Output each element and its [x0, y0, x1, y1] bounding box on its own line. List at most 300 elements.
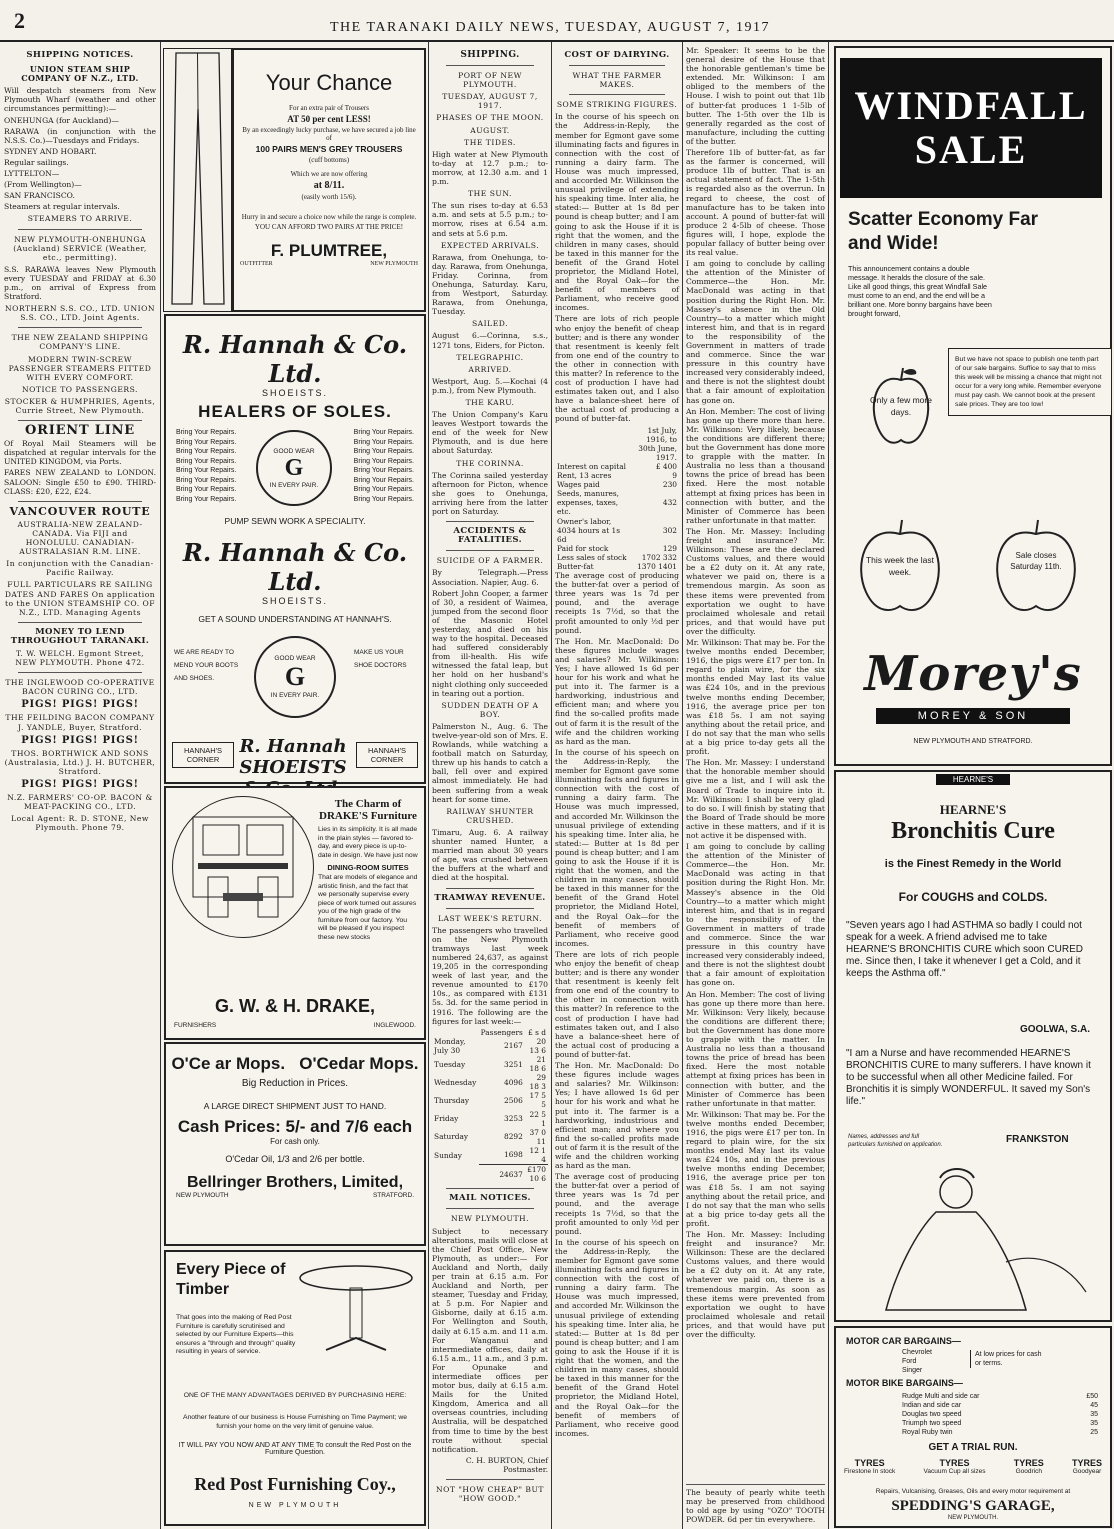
title1: HEARNE'S: [939, 802, 1007, 817]
divider: [18, 622, 142, 623]
divider: [446, 521, 534, 522]
table-cell: 24637: [479, 1165, 525, 1184]
paragraph: In the course of his speech on the Address-in-Reply, the member for Egmont gave some illuminating facts and figures in connection with the cost of running a dairy farm. The House was much impressed, and accorded Mr. Wilkinson the unusual privilege of extending his speaking time. Inter alia, he stated:— Butter at 1s 8d per pound is cheap butter; and I am going to ask the House if it is right that the women, and the children in many cases, should be taxed in this manner for the benefit of the Grand Hotel proprietor, the Midland Hotel, and the Royal Oak—for the benefit of members of Parliament, who receive good incomes.: [555, 1237, 679, 1438]
paragraph: The Hon. Mr. Massey: I understand that the honorable member should give me a list, and I will ask the Board of Trade to inquire into it. Mr. Wilkinson: I shall be very glad to do so. I will finish by stating that the Board of Trade should be more active in these matters, and if it is not active it be dispensed with.: [686, 758, 825, 840]
bottom-brand: R. Hannah SHOEISTS: [239, 736, 347, 778]
corner-label: HANNAH'S CORNER: [356, 742, 418, 768]
np-label: NEW PLYMOUTH.: [947, 1515, 999, 1521]
corner-label: HANNAH'S CORNER: [172, 742, 234, 768]
column-rule: [551, 42, 552, 1529]
footer-left: FURNISHERS: [174, 1022, 217, 1029]
tyres-brand: Firestone In stock: [844, 1468, 896, 1475]
paragraph: The sun rises to-day at 6.53 a.m. and sets at 5.5 p.m.; to-morrow, rises at 6.54 a.m. and sets at 5.6 p.m.: [432, 201, 548, 238]
repairs-line: Bring Your Repairs.: [176, 429, 237, 436]
paragraph: An Hon. Member: The cost of living has gone up there more than here. Mr. Wilkinson: Very likely, because the conditions are different there; but the Government has done more to grapple with the matter. In Australia no less than a thousand towns the price of bread has been fixed. Here the most notable attempt at fixing prices has been in connection with butter, and the Minister of Commerce has been rather unfortunate in that matter.: [686, 406, 825, 525]
adv-text: Another feature of our business is House Furnishing on Time Payment; we furnish your home on the very limit of genuine value.: [182, 1414, 408, 1430]
repairs-line: Bring Your Repairs.: [353, 467, 414, 474]
paragraph: The passengers who travelled on the New Plymouth tramways last week numbered 24,637, as against 19,205 in the corresponding week of last year, and the revenue amounted to £170 10s., as compared with £131 5s. 3d. for the same period in 1916. The following are the figures for last week:—: [432, 925, 548, 1026]
table-row: [555, 562, 679, 571]
table-cell: Paid for stock: [557, 543, 609, 553]
car-item: Ford: [902, 1358, 917, 1365]
paragraph: The average cost of producing the butter-fat over a period of three years was 1s 7d per pound, and the average receipts 1s 7½d, so that the profit amounted to only ½d per pound.: [555, 571, 679, 635]
bike-name: Royal Ruby twin: [902, 1429, 953, 1436]
column-rule: [828, 42, 829, 1529]
car-note: At low prices for cash or terms.: [970, 1350, 1045, 1368]
table-cell: 8292: [504, 1132, 523, 1142]
nz-shipping: THE NEW ZEALAND SHIPPING COMPANY'S LINE.: [11, 333, 149, 352]
table-row: [555, 517, 679, 544]
good-wear-badge: [256, 430, 332, 506]
subheading: AUGUST.: [470, 125, 510, 135]
g-icon: G: [284, 662, 306, 691]
money: MONEY TO LEND THROUGHOUT TARANAKI.: [10, 626, 150, 646]
table-header-cell: [432, 1028, 479, 1037]
table-cell: 1370 1401: [637, 561, 677, 571]
table-header-cell: £ s d: [528, 1027, 546, 1037]
repairs-line: Bring Your Repairs.: [353, 476, 414, 484]
line: ONEHUNGA (for Auckland)—: [4, 115, 119, 125]
orient-line: ORIENT LINE: [24, 423, 135, 439]
paragraph: Palmerston N., Aug. 6. The twelve-year-old son of Mrs. E. Rowlands, while watching a football match on Saturday, threw up his hands to catch a ball, fell over and expired almost immediately. He had been suffering from a weak heart for some time.: [432, 721, 548, 804]
repairs-line: Bring Your Repairs.: [353, 457, 414, 465]
tyres-label: TYRES: [939, 1458, 970, 1468]
signature: C. H. BURTON, Chief Postmaster.: [465, 1455, 548, 1474]
table-cell: 230: [662, 480, 677, 490]
line: Steamers at regular intervals.: [4, 202, 120, 212]
divider: [446, 1188, 534, 1189]
windfall-sale-ad: [834, 46, 1112, 766]
paragraph: The Corinna sailed yesterday afternoon for Picton, whence she goes to Onehunga, arriving here from the latter port on Saturday.: [432, 470, 548, 517]
bike-row: [902, 1428, 1098, 1437]
repairs-line: Bring Your Repairs.: [353, 438, 414, 446]
table-row: [555, 480, 679, 489]
table-row: [432, 1146, 548, 1165]
shipping-notices-column: [4, 46, 156, 1526]
paragraph: There are lots of rich people who enjoy the benefit of cheap butter; and is there any wonder that resentment is keenly felt from one end of the country to the other in connection with this matter? In reference to the cost of production I have had estimates taken out, and I also have a balance-sheet here of the actual cost of producing a pound of butter-fat.: [555, 949, 679, 1059]
repairs-line: Bring Your Repairs.: [353, 429, 414, 436]
news-column-speech: [686, 46, 825, 1526]
table-row: [432, 1128, 548, 1146]
subheading: TUESDAY, AUGUST 7, 1917.: [442, 92, 538, 111]
ad-name: Bellringer Brothers, Limited,: [186, 1174, 404, 1191]
table-cell: 2506: [504, 1095, 523, 1105]
ad-line: YOU CAN AFFORD TWO PAIRS AT THE PRICE!: [254, 223, 404, 231]
divider: [446, 550, 534, 551]
repairs-line: Bring Your Repairs.: [176, 495, 237, 503]
table-cell: Interest on capital: [557, 461, 626, 471]
ad-line: Hurry in and secure a choice now while the range is complete.: [241, 213, 417, 221]
paragraph: There are lots of rich people who enjoy the benefit of cheap butter; and is there any wonder that resentment is keenly felt from one end of the country to the other in connection with this matter? In reference to the cost of production I have had estimates taken out, and I also have a balance-sheet here of the actual cost of producing a pound of butter-fat.: [555, 314, 679, 424]
table-cell: £ 400: [655, 461, 677, 471]
news-column-shipping: [432, 46, 548, 1526]
particulars: FULL PARTICULARS RE SAILING DATES AND FARES On application to the UNION STEAMSHIP CO. OF N.Z., LTD. Managing Agents: [4, 580, 156, 617]
bike-row: [902, 1401, 1098, 1410]
bike-row: [902, 1410, 1098, 1419]
table-cell: Monday, July 30: [434, 1036, 466, 1055]
bike-price: 35: [1090, 1411, 1098, 1418]
trousers-icon: [164, 49, 231, 311]
footer-left: OUTFITTER: [240, 261, 273, 267]
table-row: [432, 1091, 548, 1109]
ozo-notice: The beauty of pearly white teeth may be preserved from childhood to old age by using "OZO" TOOTH POWDER. 6d per tin everywhere.: [686, 1484, 825, 1524]
table-cell: 2167: [504, 1041, 523, 1051]
ad-text: Lies in its simplicity. It is all made in the plain styles — favored to-day, and every piece is up-to-date in design. We have just now: [318, 826, 418, 859]
paragraph: High water at New Plymouth to-day at 12.7 p.m.; to-morrow, at 12.30 a.m. and 1 p.m.: [432, 149, 548, 187]
brand-sub: SHOEISTS.: [261, 596, 328, 606]
table-cell: 129: [662, 543, 677, 553]
repairs-line: Bring Your Repairs.: [353, 495, 414, 503]
cash-prices: Cash Prices: 5/- and 7/6 each: [177, 1117, 413, 1136]
badge-text: IN EVERY PAIR.: [269, 481, 319, 489]
hearnes-bronchitis-ad: [834, 770, 1112, 1322]
subheading: PORT OF NEW PLYMOUTH.: [458, 71, 522, 90]
table-cell: 21 18 6: [529, 1055, 546, 1074]
ad-line: AT 50 per cent LESS!: [287, 114, 371, 124]
paragraph: An Hon. Member: The cost of living has gone up there more than here. Mr. Wilkinson: Very likely, because the conditions are different there; but the Government has done more to grapple with the matter. In Australia no less than a thousand towns the price of bread has been fixed. Here the most notable attempt at fixing prices has been in connection with butter, and the Minister of Commerce has been rather unfortunate in that matter.: [686, 989, 825, 1108]
table-total-row: [432, 1165, 548, 1184]
good-wear-badge: [254, 636, 336, 718]
adv-heading: ONE OF THE MANY ADVANTAGES DERIVED BY PURCHASING HERE:: [183, 1392, 407, 1399]
pigs: PIGS! PIGS! PIGS!: [21, 779, 139, 790]
agents: NORTHERN S.S. CO., LTD. UNION S.S. CO., LTD. Joint Agents.: [5, 304, 155, 323]
table-row: [432, 1055, 548, 1073]
heading: ACCIDENTS & FATALITIES.: [453, 526, 527, 546]
repairs-line: Bring Your Repairs.: [176, 457, 237, 465]
table-cell: 3253: [504, 1114, 523, 1124]
red-post-furnishing-ad: [164, 1250, 426, 1526]
apple-this-week: [850, 518, 950, 618]
subheading: NOT "HOW CHEAP" BUT "HOW GOOD.": [436, 1485, 544, 1504]
ad-text: That goes into the making of Red Post Furniture is carefully scrutinised and selected by our Furniture Experts—this ensures a "through and through" quality resulting in years of service.: [176, 1314, 296, 1355]
your-chance-ad: [232, 48, 426, 312]
hannah-shoeists-ad: [164, 314, 426, 784]
line: Regular sailings.: [4, 157, 69, 167]
bike-name: Indian and side car: [902, 1402, 962, 1409]
paragraph: Mr. Speaker: It seems to be the general desire of the House that the honorable gentleman's time be extended. Mr. Wilkinson: I am obliged to the members of the House. I wish to point out that 1lb of butter-fat produces 1 1-5lb of butter. The 1-5th over the 1lb is generally regarded as the cost of manufacture, including the cutting of the butter.: [686, 46, 825, 146]
make-us-text: MAKE US YOUR SHOE DOCTORS: [354, 649, 407, 669]
paragraph: Mr. Wilkinson: That may be. For the twelve months ended December, 1916, the pigs were £17 per ton. In regard to plain wire, for the six months ended May last its value was £24 10s, and in the previous twelve months ending December, 1916, the average price per ton was £18 5s. I am not saying anything about the retail price, and I do not say that the man who sells at a big price to-day gets all the profit.: [686, 1109, 825, 1228]
company-name: UNION STEAM SHIP COMPANY OF N.Z., LTD.: [21, 64, 139, 84]
table-header-row: [432, 1028, 548, 1037]
paragraph: The average cost of producing the butter-fat over a period of three years was 1s 7d per pound, and the average receipts 1s 7½d, so that the profit amounted to only ½d per pound.: [555, 1172, 679, 1236]
table-row: [555, 462, 679, 471]
tyres-brand: Vacuum Cup all sizes: [923, 1468, 986, 1475]
subheading: LAST WEEK'S RETURN.: [438, 913, 542, 923]
subheading: SOME STRIKING FIGURES.: [556, 100, 678, 110]
car-item: Singer: [902, 1367, 923, 1374]
onehunga-heading: NEW PLYMOUTH-ONEHUNGA (Auckland) SERVICE (Weather, etc., permitting).: [13, 234, 147, 262]
g-icon: G: [284, 454, 304, 481]
table-cell: £170 10 6: [525, 1165, 548, 1184]
author2: FRANKSTON: [1006, 1134, 1069, 1145]
divider: [18, 327, 142, 328]
table-cell: 12 1 4: [529, 1145, 546, 1165]
subheading: THE KARU.: [465, 398, 515, 407]
np-label: NEW PLYMOUTH: [248, 1502, 342, 1509]
paragraph: In the course of his speech on the Address-in-Reply, the member for Egmont gave some illuminating facts and figures in connection with the cost of running a dairy farm. The House was much impressed, and accorded Mr. Wilkinson the unusual privilege of extending his speaking time. Inter alia, he stated:— Butter at 1s 8d per pound is cheap butter; and I am going to ask the House if it is right that the women, and the children in many cases, should be taxed in this manner for the benefit of the Grand Hotel proprietor, the Midland Hotel, and the Royal Oak—for the benefit of members of Parliament, who receive good incomes.: [555, 747, 679, 948]
table-row: [555, 471, 679, 480]
subheading: TELEGRAPHIC.: [456, 352, 524, 362]
table-cell: 3251: [504, 1059, 523, 1069]
page-header: [0, 0, 1114, 42]
paragraph: By Telegraph.—Press Association. Napier, Aug. 6.: [432, 568, 548, 587]
pacific: In conjunction with the Canadian-Pacific Railway.: [6, 559, 154, 578]
divider: [18, 420, 142, 421]
subheading: THE TIDES.: [464, 137, 516, 147]
inglewood: THE INGLEWOOD CO-OPERATIVE BACON CURING CO., LTD.: [5, 678, 155, 697]
rarawa-text: S.S. RARAWA leaves New Plymouth every TUESDAY and FRIDAY at 6.30 p.m., on arrival of Express from Stratford.: [4, 264, 156, 302]
paragraph: In the course of his speech on the Address-in-Reply, the member for Egmont gave some illuminating facts and figures in connection with the cost of running a dairy farm. The House was much impressed, and accorded Mr. Wilkinson the unusual privilege of extending his speaking time. Inter alia, he stated:— Butter at 1s 8d per pound is cheap butter; and I am going to ask the House if it is right that the women, and the children in many cases, should be taxed in this manner for the benefit of the Grand Hotel proprietor, the Midland Hotel, and the Royal Oak—for the benefit of members of Parliament, who receive good incomes.: [555, 112, 679, 313]
line: SAN FRANCISCO.: [4, 191, 75, 201]
table-cell: 1698: [504, 1150, 523, 1160]
column-rule: [682, 42, 683, 1529]
repairs-line: Bring Your Repairs.: [353, 448, 414, 455]
welch: T. W. WELCH. Egmont Street, NEW PLYMOUTH. Phone 472.: [15, 648, 145, 668]
apple-only: [866, 366, 936, 450]
table-cell: Butter-fat: [557, 561, 594, 571]
table-cell: Friday: [434, 1114, 459, 1124]
paragraph: August 6.—Corinna, s.s., 1271 tons, Eiders, for Picton.: [432, 331, 548, 350]
table-cell: Seeds, manures, expenses, taxes, etc.: [557, 489, 620, 517]
divider: [446, 65, 534, 66]
divider: [446, 888, 534, 889]
closes-text: Sale closes Saturday 11th.: [1010, 551, 1062, 571]
pay-text: IT WILL PAY YOU NOW AND AT ANY TIME To consult the Red Post on the Furniture Question.: [178, 1442, 412, 1456]
table-row: [555, 544, 679, 553]
badge-text: IN EVERY PAIR.: [270, 692, 320, 699]
pigs: PIGS! PIGS! PIGS!: [21, 699, 139, 711]
ad-title-text: O'Cedar Mops.: [299, 1054, 419, 1073]
divider: [18, 672, 142, 673]
table-cell: Thursday: [434, 1095, 470, 1105]
repairs-line: Bring Your Repairs.: [176, 467, 237, 474]
table-header-cell: Passengers: [480, 1027, 523, 1037]
ready-text: WE ARE READY TO MEND YOUR BOOTS AND SHOES.: [174, 649, 239, 682]
table-cell: Sunday: [434, 1150, 462, 1160]
furniture-icon: [173, 797, 313, 937]
paragraph: The Hon. Mr. Massey: Including freight and insurance? Mr. Wilkinson: These are the declared Customs values, and there would be a £2 duty on it. At any rate, whatever we paid on, there is a tremendous margin. As soon as these items were prevented from exportation we ought to have proclaimed wholesale and retail prices, and that would have put over the difficulty.: [686, 526, 825, 636]
heading: MAIL NOTICES.: [449, 1193, 531, 1204]
heading: COST OF DAIRYING.: [564, 50, 670, 60]
ad-line: Which we are now offering: [290, 170, 368, 178]
table-cell: 37 0 11: [529, 1127, 546, 1146]
bike-name: Rudge Multi and side car: [902, 1393, 980, 1400]
table-cell: Tuesday: [434, 1059, 466, 1069]
nurse-icon: [856, 1152, 1096, 1312]
ad-line: (easily worth 15/6).: [301, 193, 357, 201]
repairs-line: Bring Your Repairs.: [176, 476, 237, 484]
paragraph: Rarawa, from Onehunga, to-day. Rarawa, from Onehunga, Friday. Corinna, from Onehunga, Saturday. Karu, from Westport, Saturday. Rarawa, from Onehunga, Tuesday.: [432, 252, 548, 317]
footer-right: STRATFORD.: [372, 1192, 414, 1199]
table-cell: Wednesday: [434, 1077, 477, 1087]
table-cell: 4096: [504, 1077, 523, 1087]
ad-line: By an exceedingly lucky purchase, we have secured a job line of: [242, 126, 416, 142]
paragraph: Robert John Cooper, a farmer of 30, a resident of Waimea, jumped from the second floor of the Masonic Hotel yesterday, and died on his way to the hospital. Deceased had suffered considerably from ill-health. His wife witnessed the fatal leap, but her hold on her husband's night clothing only succeeded in tearing out a portion.: [432, 588, 548, 698]
dining-room-illustration: [172, 796, 314, 938]
dairy-balance-table: [555, 426, 679, 572]
subheading: THE SUN.: [468, 189, 512, 199]
dining-suites: DINING-ROOM SUITES: [327, 863, 409, 872]
subheading: SAILED.: [471, 319, 508, 329]
footer-right: INGLEWOOD.: [373, 1022, 416, 1029]
ad-line: at 8/11.: [313, 180, 345, 191]
bike-heading: MOTOR BIKE BARGAINS—: [846, 1378, 963, 1388]
divider: [18, 501, 142, 502]
bike-price: 35: [1090, 1420, 1098, 1427]
garage-name: SPEDDING'S GARAGE,: [891, 1498, 1055, 1514]
author1: GOOLWA, S.A.: [1019, 1024, 1090, 1035]
subheading: ARRIVED.: [468, 364, 512, 374]
table-illustration: [296, 1258, 416, 1358]
bike-row: [902, 1392, 1098, 1401]
bike-price: 25: [1090, 1429, 1098, 1436]
column-rule: [428, 42, 429, 1529]
heading: SHIPPING.: [460, 50, 520, 60]
line: STEAMERS TO ARRIVE.: [27, 214, 133, 224]
divider: [446, 1479, 534, 1480]
bike-price: 45: [1090, 1402, 1098, 1409]
names-note: Names, addresses and full particulars furnished on application.: [848, 1134, 943, 1148]
trial-run: GET A TRIAL RUN.: [928, 1442, 1018, 1453]
divider: [18, 229, 142, 230]
line: (From Wellington)—: [4, 180, 82, 190]
table-cell: Rent, 13 acres: [557, 471, 612, 481]
quote1: "Seven years ago I had ASTHMA so badly I could not speak for a week. A friend advised me to take HEARNE'S BRONCHITIS CURE which soon CURED me. Since then, I take it whenever I get a Cold, and it keeps the Asthma off.": [846, 920, 1083, 979]
repairs-line: Bring Your Repairs.: [353, 486, 414, 493]
bike-row: [902, 1419, 1098, 1428]
footer-right: NEW PLYMOUTH: [370, 261, 418, 267]
divider: [446, 908, 534, 909]
stone: Local Agent: R. D. STONE, New Plymouth. Phone 79.: [11, 814, 149, 833]
table-cell: Wages paid: [557, 480, 600, 490]
table-cell: 20 13 6: [529, 1036, 546, 1055]
subheading: NEW PLYMOUTH.: [450, 1214, 530, 1224]
paragraph: I am going to conclude by calling the attention of the Minister of Commerce—the Hon. Mr. MacDonald was acting in that position during the Right Hon. Mr. Massey's absence in the Old Country—to a matter which might interest him, and that is in regard to the responsibility of the Government in matters of trade and commerce. Since the war pressure in this country have increased very considerably indeed, and there is not the slightest doubt that a fair amount of exploitation has gone on.: [686, 842, 825, 988]
table-cell: 17 5 5: [529, 1091, 546, 1110]
trousers-illustration: [163, 48, 232, 312]
footer: NEW PLYMOUTH AND STRATFORD.: [913, 738, 1033, 745]
tyres-label: TYRES: [854, 1458, 885, 1468]
sound-line: GET A SOUND UNDERSTANDING AT HANNAH'S.: [198, 614, 392, 624]
drake-furniture-ad: [164, 786, 426, 1040]
apple-closes: [986, 518, 1086, 618]
paragraph: The Hon. Mr. MacDonald: Do these figures include wages and salaries? Mr. Wilkinson: Yes; I have allowed 1s 6d per hour for his work and what he put into it. The farmer is a hardworking, industrious and efficient man; and where you find the so-called profits made out of farm it is the result of the wife and the children working as hard as the man.: [555, 636, 679, 746]
vancouver-text: AUSTRALIA-NEW ZEALAND-CANADA. Via FIJI and HONOLULU. CANADIAN-AUSTRALASIAN R.M. LINE.: [17, 519, 143, 557]
pigs: PIGS! PIGS! PIGS!: [21, 734, 139, 746]
tyres-label: TYRES: [1071, 1458, 1102, 1468]
tyres-brand: Goodrich: [1015, 1468, 1042, 1475]
table-row: [555, 553, 679, 562]
table-cell: Less sales of stock: [557, 552, 627, 562]
table-row: [432, 1110, 548, 1128]
car-item: Chevrolet: [902, 1349, 932, 1356]
ocedar-mops-ad: [164, 1042, 426, 1246]
nz-farmers: N.Z. FARMERS' CO-OP. BACON & MEAT-PACKING CO., LTD.: [7, 793, 153, 812]
tyres-label: TYRES: [1013, 1458, 1044, 1468]
paragraph: The Hon. Mr. MacDonald: Do these figures include wages and salaries? Mr. Wilkinson: Yes; I have allowed 1s 6d per hour for his work and what he put into it. The farmer is a hardworking, industrious and efficient man; and where you find the so-called profits made out of farm it is the result of the wife and the children working as hard as the man.: [555, 1061, 679, 1171]
vancouver-route: VANCOUVER ROUTE: [9, 504, 151, 518]
ad-name: G. W. & H. DRAKE,: [214, 996, 375, 1016]
repairs-line: Bring Your Repairs.: [176, 486, 237, 493]
brand: Morey's: [864, 646, 1082, 702]
ad-name: Red Post Furnishing Coy.,: [194, 1474, 396, 1494]
table-cell: 22 5 1: [529, 1109, 546, 1128]
headline: Scatter Economy Far and Wide!: [848, 209, 1039, 254]
repairs-line: Repairs, Vulcanising, Greases, Oils and every motor requirement at: [875, 1488, 1071, 1495]
footer-left: NEW PLYMOUTH: [176, 1192, 229, 1199]
heading: TRAMWAY REVENUE.: [434, 892, 546, 903]
brand-sub: MOREY & SON: [876, 708, 1070, 724]
table-row: [555, 489, 679, 516]
bike-price: £50: [1086, 1393, 1098, 1400]
badge-text: GOOD WEAR: [273, 447, 315, 455]
pump-line: PUMP SEWN WORK A SPECIALITY.: [224, 516, 366, 526]
repairs-line: Bring Your Repairs.: [176, 438, 237, 446]
table-cell: 29 18 3: [529, 1073, 546, 1092]
feilding: THE FEILDING BACON COMPANY J. YANDLE, Buyer, Stratford.: [5, 713, 155, 732]
heading: SHIPPING NOTICES.: [26, 50, 134, 60]
line: SYDNEY AND HOBART.: [4, 146, 97, 156]
column-rule: [160, 42, 161, 1529]
ad-title: O'Ce ar Mops. O'Cedar Mops.: [171, 1054, 419, 1073]
ad-line: For an extra pair of Trousers: [289, 104, 369, 112]
subheading: THE CORINNA.: [456, 458, 524, 468]
speddings-garage-ad: [834, 1326, 1112, 1528]
orient-text: Of Royal Mail Steamers will be dispatched at regular intervals for the UNITED KINGDOM, via Ports.: [4, 439, 156, 467]
car-heading: MOTOR CAR BARGAINS—: [846, 1336, 961, 1346]
title2: Bronchitis Cure: [891, 818, 1055, 844]
table-row: [432, 1037, 548, 1055]
paragraph: Westport, Aug. 5.—Kochai (4 p.m.), from New Plymouth.: [432, 376, 548, 395]
brand-sub: SHOEISTS.: [261, 388, 328, 398]
quote2: "I am a Nurse and have recommended HEARNE'S BRONCHITIS CURE to many sufferers. I have known it to be successful when all other Medicine failed. For Bronchitis it is simply WONDERFUL. It saved my Son's life.": [846, 1048, 1091, 1107]
bike-name: Douglas two speed: [902, 1411, 962, 1418]
nurse-illustration: [856, 1152, 1096, 1312]
divider: [569, 65, 665, 66]
line2: For COUGHS and COLDS.: [898, 890, 1048, 904]
paragraph: I am going to conclude by calling the attention of the Minister of Commerce—the Hon. Mr. MacDonald was acting in that position during the Right Hon. Mr. Massey's absence in the Old Country—to a matter which might interest him, and that is in regard to the responsibility of the Government in matters of trade and commerce. Since the war pressure in this country have increased very considerably indeed, and there is not the slightest doubt that a fair amount of exploitation has gone on.: [686, 259, 825, 405]
fares: FARES NEW ZEALAND to LONDON. SALOON: Single £50 to £90. THIRD-CLASS: £20, £22, £24.: [4, 468, 156, 496]
cash-only: For cash only.: [270, 1137, 320, 1146]
subheading: SUDDEN DEATH OF A BOY.: [441, 700, 539, 719]
ad-name: F. PLUMTREE,: [270, 241, 388, 260]
only-text: Only a few more days.: [870, 395, 932, 417]
table-row: [432, 1073, 548, 1091]
newspaper-title: THE TARANAKI DAILY NEWS, TUESDAY, AUGUST 7, 1917: [330, 20, 770, 35]
table-header-cell: [555, 426, 631, 462]
brand: R. Hannah & Co. Ltd.: [182, 538, 408, 596]
table-cell: 1702 332: [641, 552, 677, 562]
space-notice: But we have not space to publish one tenth part of our sale bargains. Suffice to say that to miss this week will be missing a chance that might not occur for a very long while. Remember everyone must pay cash. We cannot book at the present sale prices. They are too low!: [948, 348, 1112, 416]
ad-text: That are models of elegance and artistic finish, and the fact that we personally supervise every piece of work turned out assures you of the high grade of the furniture from our factory. You will be pleased if you inspect these new stocks: [318, 874, 418, 941]
ocedar-oil: O'Cedar Oil, 1/3 and 2/6 per bottle.: [225, 1154, 365, 1164]
ad-title: The Charm of DRAKE'S Furniture: [319, 798, 417, 822]
borthwick: THOS. BORTHWICK AND SONS (Australasia, Ltd.) J. H. BUTCHER, Stratford.: [4, 748, 156, 776]
ad-sub: Big Reduction in Prices.: [241, 1078, 349, 1089]
table-cell: [432, 1165, 479, 1184]
subheading: EXPECTED ARRIVALS.: [440, 240, 540, 250]
divider: [446, 1208, 534, 1209]
paragraph: Timaru, Aug. 6. A railway shunter named Hunter, a married man about 30 years of age, was crushed between the buffers at the wharf and died at the hospital.: [432, 827, 548, 883]
table-header-row: [555, 426, 679, 462]
table-header-cell: 1st July, 1916, to 30th June, 1917.: [638, 425, 677, 462]
line: RARAWA (in conjunction with the N.S.S. Co.)—Tuesdays and Fridays.: [4, 126, 156, 145]
table-cell: Saturday: [434, 1132, 469, 1142]
subheading: WHAT THE FARMER MAKES.: [572, 71, 662, 90]
repairs-line: Bring Your Repairs.: [176, 448, 237, 455]
ad-title: Every Piece of Timber: [176, 1261, 286, 1298]
windfall-banner: WINDFALL SALE: [840, 58, 1102, 198]
